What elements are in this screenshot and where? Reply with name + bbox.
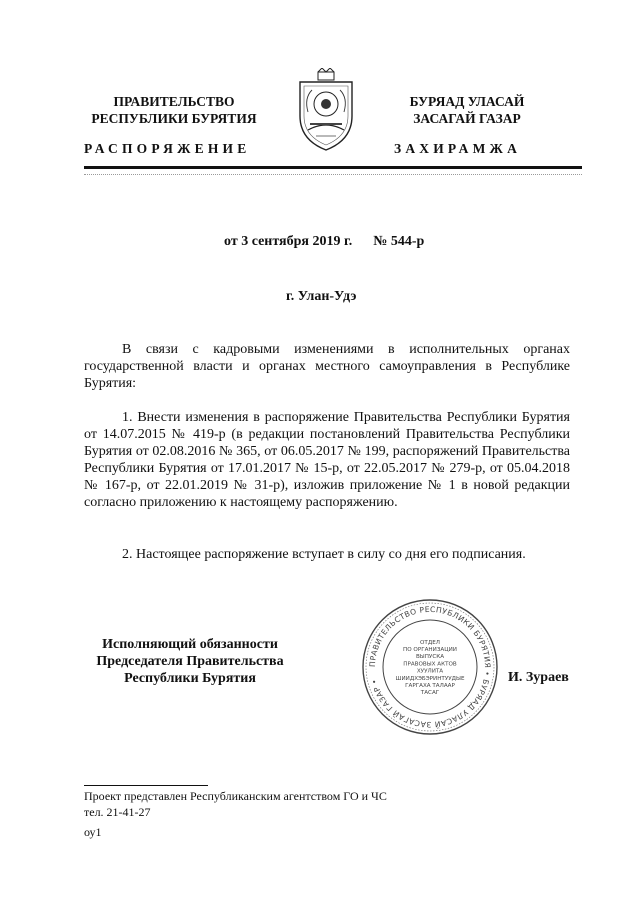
header-right-line2: ЗАСАГАЙ ГАЗАР (413, 111, 521, 126)
doc-type-bua: ЗАХИРАМЖА (394, 141, 522, 156)
seal-center-line: ОТДЕЛ (420, 639, 440, 646)
seal-center-line: ХУУЛИТА (416, 668, 444, 675)
signatory-name: И. Зураев (508, 670, 569, 685)
seal-center-line: ПРАВОВЫХ АКТОВ (403, 661, 457, 668)
header-dotted-line (84, 174, 582, 175)
doc-type-ru: РАСПОРЯЖЕНИЕ (84, 141, 251, 156)
seal-center-line: ВЫПУСКА (415, 654, 445, 661)
signatory-title (84, 636, 296, 687)
paragraph-item-1: 1. Внести изменения в распоряжение Правительства Республики Бурятия от 14.07.2015 № 419-р (в редакции постановлений Правительства Республики Бурятия от 02.08.2016 № 365, от 06.05.2017 № 199, распоряжений Правительства Республики Бурятия от 17.01.2017 № 15-р, от 22.05.2017 № 279-р, от 05.04.2018 № 167-р, от 22.01.2019 № 31-р), изложив приложение № 1 в новой редакции согласно приложению к настоящему распоряжению. (84, 410, 570, 510)
paragraph-item-2: 2. Настоящее распоряжение вступает в силу со дня его подписания. (122, 547, 526, 562)
signatory-line3: Республики Бурятия (124, 671, 256, 686)
order-number: № 544-р (373, 234, 425, 249)
seal-center-line: ТАСАГ (420, 690, 440, 697)
official-seal (360, 597, 500, 737)
seal-center-line: ПО ОРГАНИЗАЦИИ (403, 647, 457, 653)
header-divider (84, 166, 582, 169)
paragraph-preamble: В связи с кадровыми изменениями в исполнительных органах государственной власти и органах местного самоуправления в Республике Бурятия: (84, 342, 570, 391)
seal-center-line: ШИИДХЭБЭРИНТУУДЫЕ (395, 675, 465, 682)
order-place: г. Улан-Удэ (286, 289, 357, 304)
signatory-line1: Исполняющий обязанности (102, 637, 278, 652)
footer-phone: тел. 21-41-27 (84, 805, 151, 819)
order-date: от 3 сентября 2019 г. (224, 234, 353, 249)
signatory-line2: Председателя Правительства (96, 654, 284, 669)
header-left-line1: ПРАВИТЕЛЬСТВО (113, 94, 235, 109)
coat-of-arms-emblem (296, 68, 356, 152)
header-left-title (84, 93, 264, 127)
footer-rule (84, 785, 208, 786)
header-left-line2: РЕСПУБЛИКИ БУРЯТИЯ (91, 111, 257, 126)
footer-project-note: Проект представлен Республиканским агентством ГО и ЧС (84, 789, 387, 803)
header-right-line1: БУРЯАД УЛАСАЙ (409, 94, 525, 109)
order-date-number (224, 234, 424, 250)
seal-center-line: ГАРГАХА ТАЛААР (405, 683, 455, 689)
seal-ring-text: ПРАВИТЕЛЬСТВО РЕСПУБЛИКИ БУРЯТИЯ • БУРЯАД УЛАСАЙ ЗАСАГАЙ ГАЗАР • (367, 604, 493, 730)
header-right-title (372, 93, 562, 127)
footer-code: оу1 (84, 825, 102, 839)
